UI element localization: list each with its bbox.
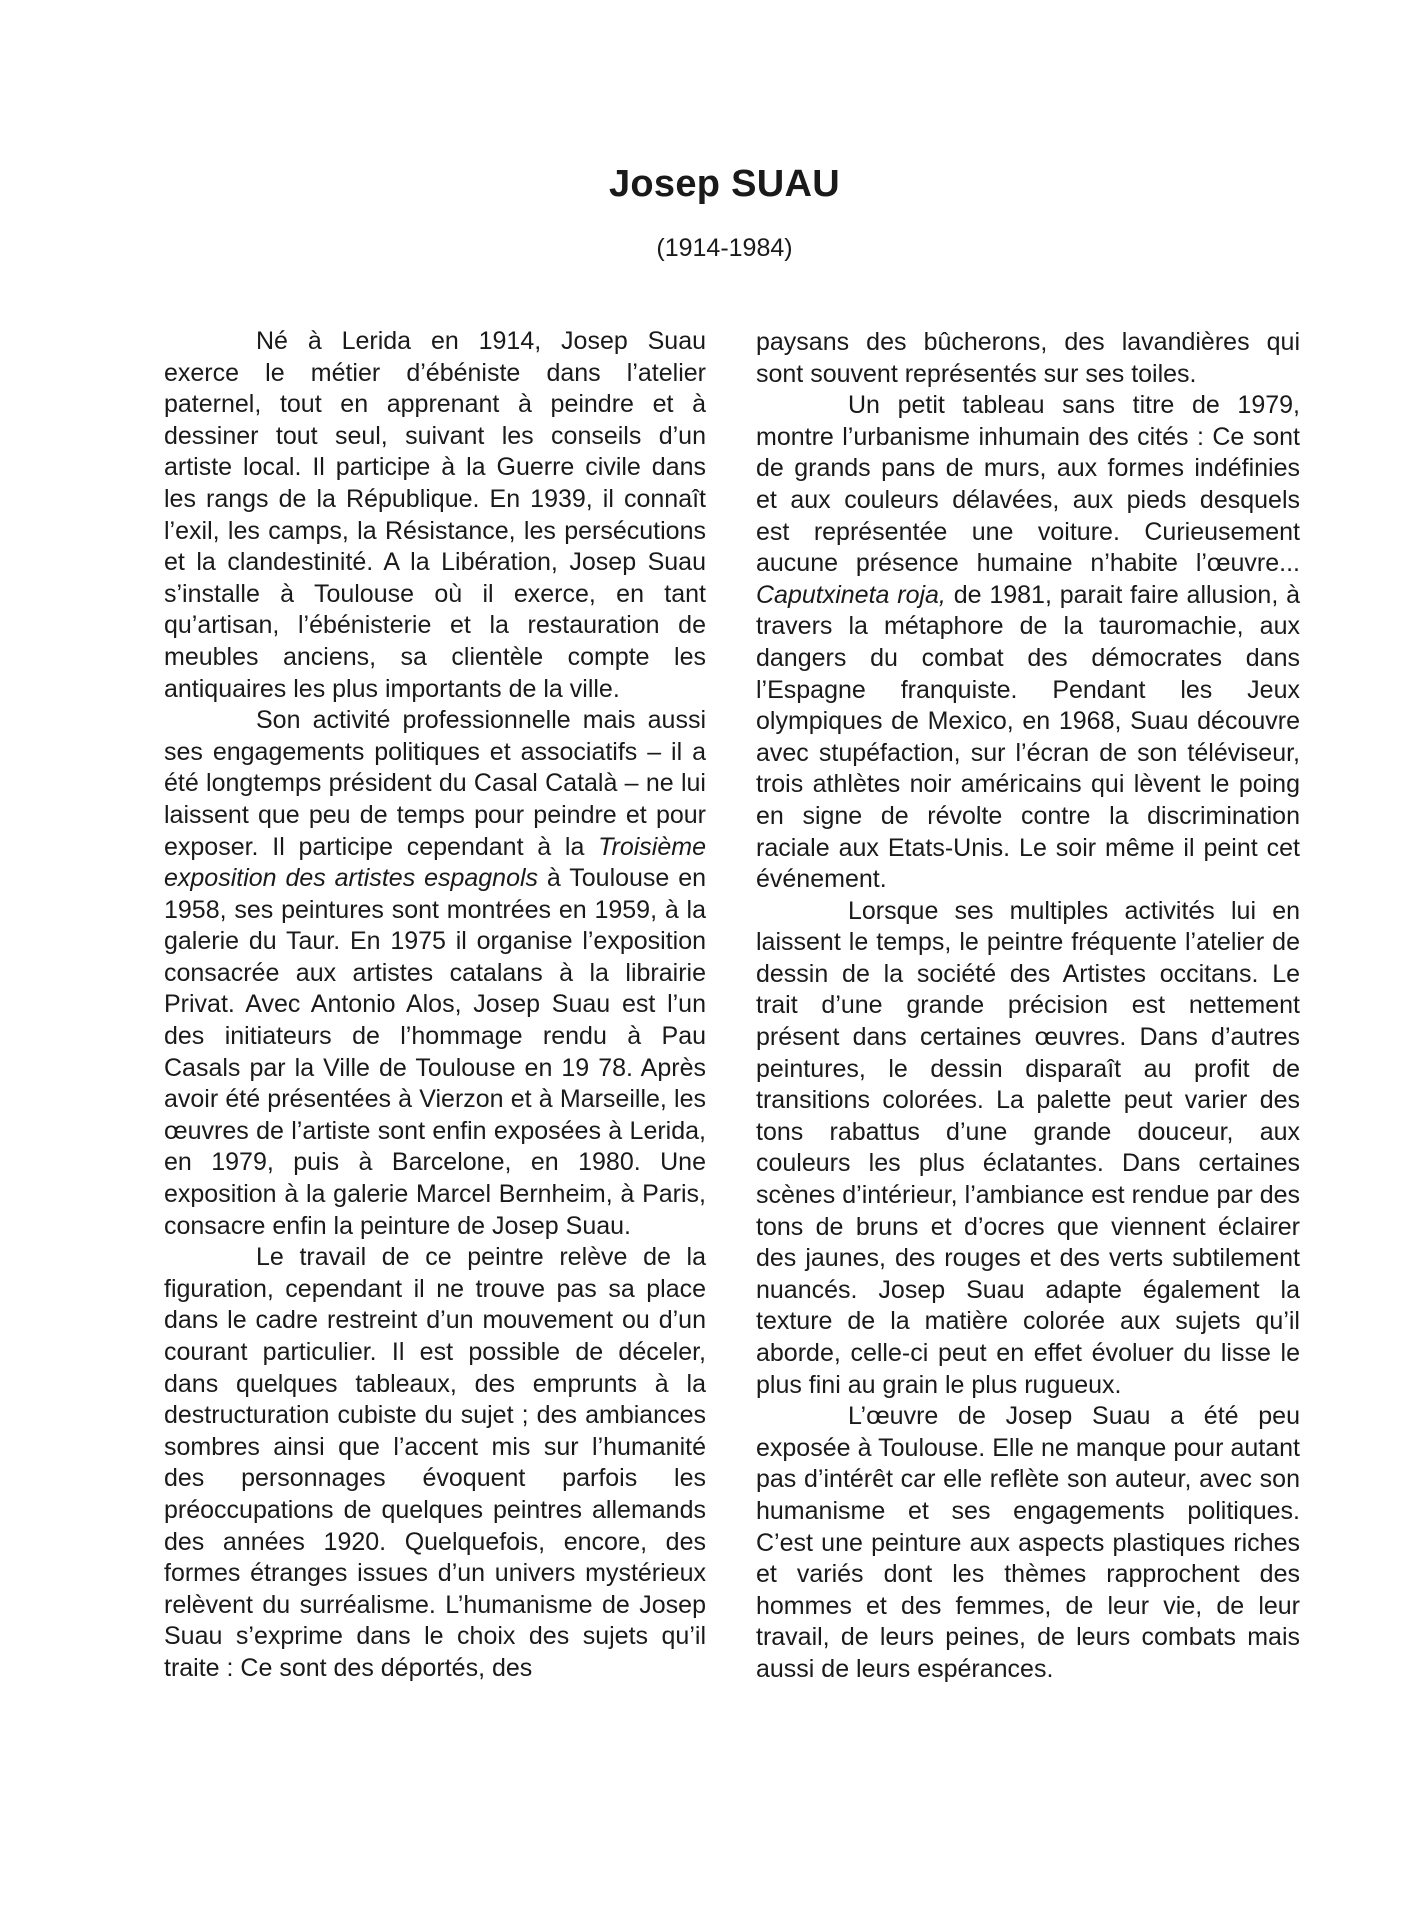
- exhibition-title: Troisième exposition des artistes espagnols: [164, 832, 706, 893]
- life-dates: (1914-1984): [656, 234, 793, 262]
- paragraph-exhibitions: [164, 705, 706, 1242]
- right-column: [756, 327, 1300, 1686]
- artwork-title: Caputxineta roja,: [756, 580, 946, 609]
- paragraph-works-text-b: de 1981, parait faire allusion, à travers la métaphore de la tauromachie, aux dangers du combat des démocrates dans l’Espagne franquiste. Pendant les Jeux olympiques de Mexico, en 1968, Suau découvre avec stupéfaction, sur l’écran de son téléviseur, trois athlètes noir américains qui lèvent le poing en signe de révolte contre la discrimination raciale aux Etats-Unis. Le soir même il peint cet événement.: [756, 580, 1300, 894]
- paragraph-works: [756, 390, 1300, 896]
- left-column: [164, 326, 706, 1685]
- page-title: Josep SUAU: [608, 163, 841, 205]
- paragraph-exhibitions-text-b: à Toulouse en 1958, ses peintures sont montrées en 1959, à la galerie du Taur. En 1975 il organise l’exposition consacrée aux artistes catalans à la librairie Privat. Avec Antonio Alos, Josep Suau est l’un des initiateurs de l’hommage rendu à Pau Casals par la Ville de Toulouse en 19 78. Après avoir été présentées à Vierzon et à Marseille, les œuvres de l’artiste sont enfin exposées à Lerida, en 1979, puis à Barcelone, en 1980. Une exposition à la galerie Marcel Bernheim, à Paris, consacre enfin la peinture de Josep Suau.: [164, 864, 707, 1240]
- paragraph-style: Le travail de ce peintre relève de la figuration, cependant il ne trouve pas sa place dans le cadre restreint d’un mouvement ou d’un courant particulier. Il est possible de déceler, dans quelques tableaux, des emprunts à la destructuration cubiste du sujet ; des ambiances sombres ainsi que l’accent mis sur l’humanité des personnages évoquent parfois les préoccupations de quelques peintres allemands des années 1920. Quelquefois, encore, des formes étranges issues d’un univers mystérieux relèvent du surréalisme. L’humanisme de Josep Suau s’exprime dans le choix des sujets qu’il traite : Ce sont des déportés, des: [164, 1243, 706, 1682]
- paragraph-biography: Né à Lerida en 1914, Josep Suau exerce le métier d’ébéniste dans l’atelier paternel, tout en apprenant à peindre et à dessiner tout seul, suivant les conseils d’un artiste local. Il participe à la Guerre civile dans les rangs de la République. En 1939, il connaît l’exil, les camps, la Résistance, les persécutions et la clandestinité. A la Libération, Josep Suau s’installe à Toulouse où il exerce, en tant qu’artisan, l’ébénisterie et la restauration de meubles anciens, sa clientèle compte les antiquaires les plus importants de la ville.: [164, 327, 706, 703]
- paragraph-technique: Lorsque ses multiples activités lui en laissent le temps, le peintre fréquente l’atelier de dessin de la société des Artistes occitans. Le trait d’une grande précision est nettement présent dans certaines œuvres. Dans d’autres peintures, le dessin disparaît au profit de transitions colorées. La palette peut varier des tons rabattus d’une grande douceur, aux couleurs les plus éclatantes. Dans certaines scènes d’intérieur, l’ambiance est rendue par des tons de bruns et d’ocres que viennent éclairer des jaunes, des rouges et des verts subtilement nuancés. Josep Suau adapte également la texture de la matière colorée aux sujets qu’il aborde, celle-ci peut en effet évoluer du lisse le plus fini au grain le plus rugueux.: [756, 896, 1300, 1399]
- paragraph-works-text-a: Un petit tableau sans titre de 1979, montre l’urbanisme inhumain des cités : Ce sont de grands pans de murs, aux formes indéfinies et aux couleurs délavées, aux pieds desquels est représentée une voiture. Curieusement aucune présence humaine n’habite l’œuvre...: [756, 391, 1300, 578]
- paragraph-style-continued: paysans des bûcherons, des lavandières qui sont souvent représentés sur ses toiles.: [756, 328, 1300, 388]
- paragraph-conclusion: L’œuvre de Josep Suau a été peu exposée à Toulouse. Elle ne manque pour autant pas d’intérêt car elle reflète son auteur, avec son humanisme et ses engagements politiques. C’est une peinture aux aspects plastiques riches et variés dont les thèmes rapprochent des hommes et des femmes, de leur vie, de leur travail, de leurs peines, de leurs combats mais aussi de leurs espérances.: [756, 1402, 1300, 1683]
- paragraph-exhibitions-text-a: Son activité professionnelle mais aussi ses engagements politiques et associatifs – il a été longtemps président du Casal Català – ne lui laissent que peu de temps pour peindre et pour exposer. Il participe cependant à la: [164, 706, 706, 861]
